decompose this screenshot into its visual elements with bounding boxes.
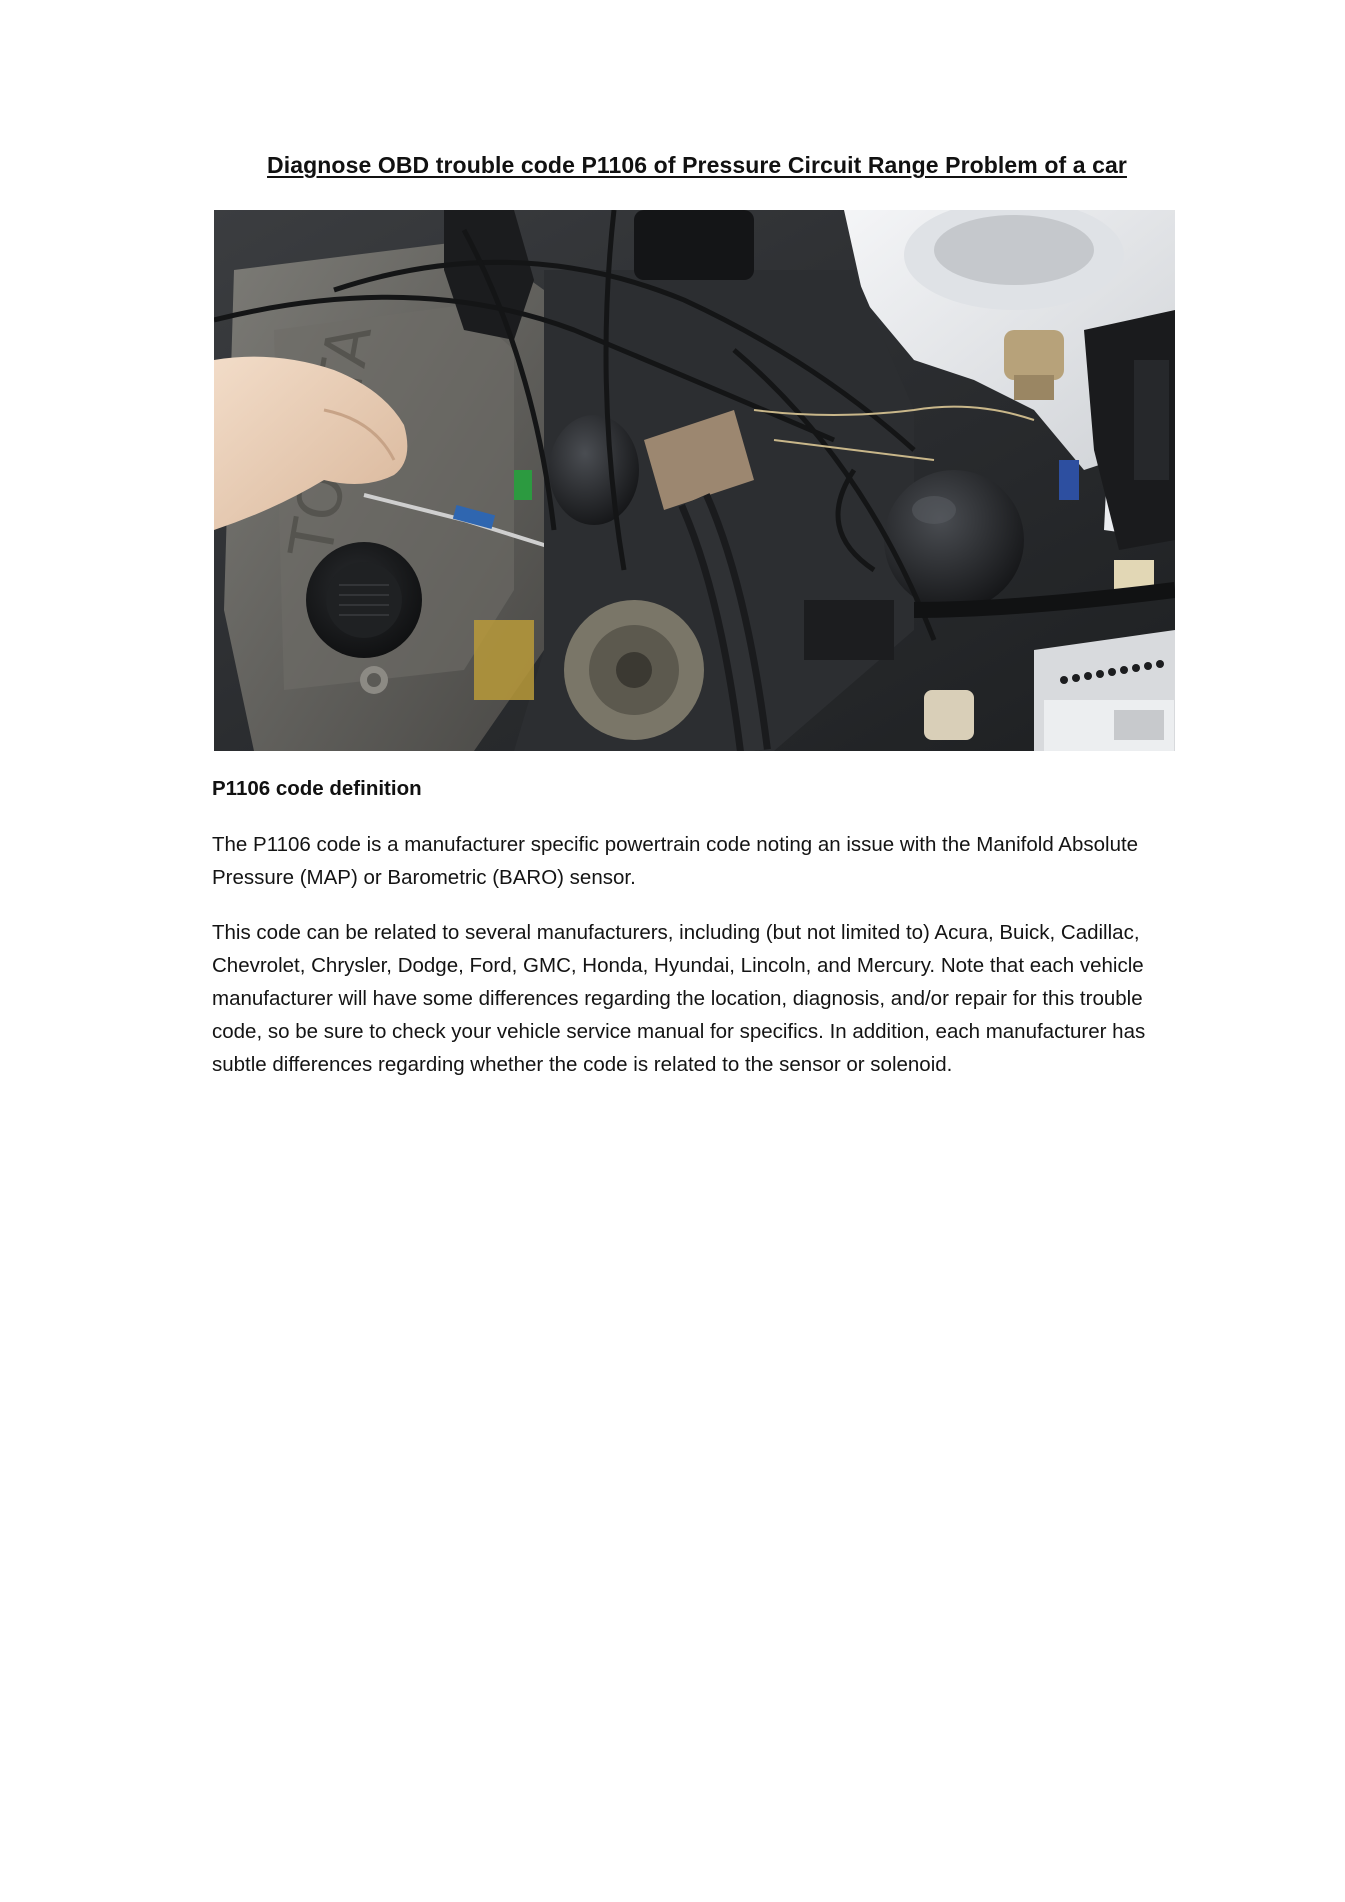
engine-bay-photo [214, 210, 1175, 751]
section-heading-definition: P1106 code definition [212, 777, 422, 800]
paragraph-manufacturers: This code can be related to several manufacturers, including (but not limited to) Acura, Buick, Cadillac, Chevrolet, Chrysler, Dodge, Ford, GMC, Honda, Hyundai, Lincoln, and Mercury. Note that each vehicle manufacturer will have some differences regarding the location, diagnosis, and/or repair for this trouble code, so be sure to check your vehicle service manual for specifics. In addition, each manufacturer has subtle differences regarding whether the code is related to the sensor or solenoid. [212, 921, 1146, 1076]
document-title: Diagnose OBD trouble code P1106 of Pressure Circuit Range Problem of a car [267, 152, 1127, 178]
paragraph-definition: The P1106 code is a manufacturer specific powertrain code noting an issue with the Manifold Absolute Pressure (MAP) or Barometric (BARO) sensor. [212, 833, 1139, 889]
engine-photo-illustration [214, 210, 1175, 751]
